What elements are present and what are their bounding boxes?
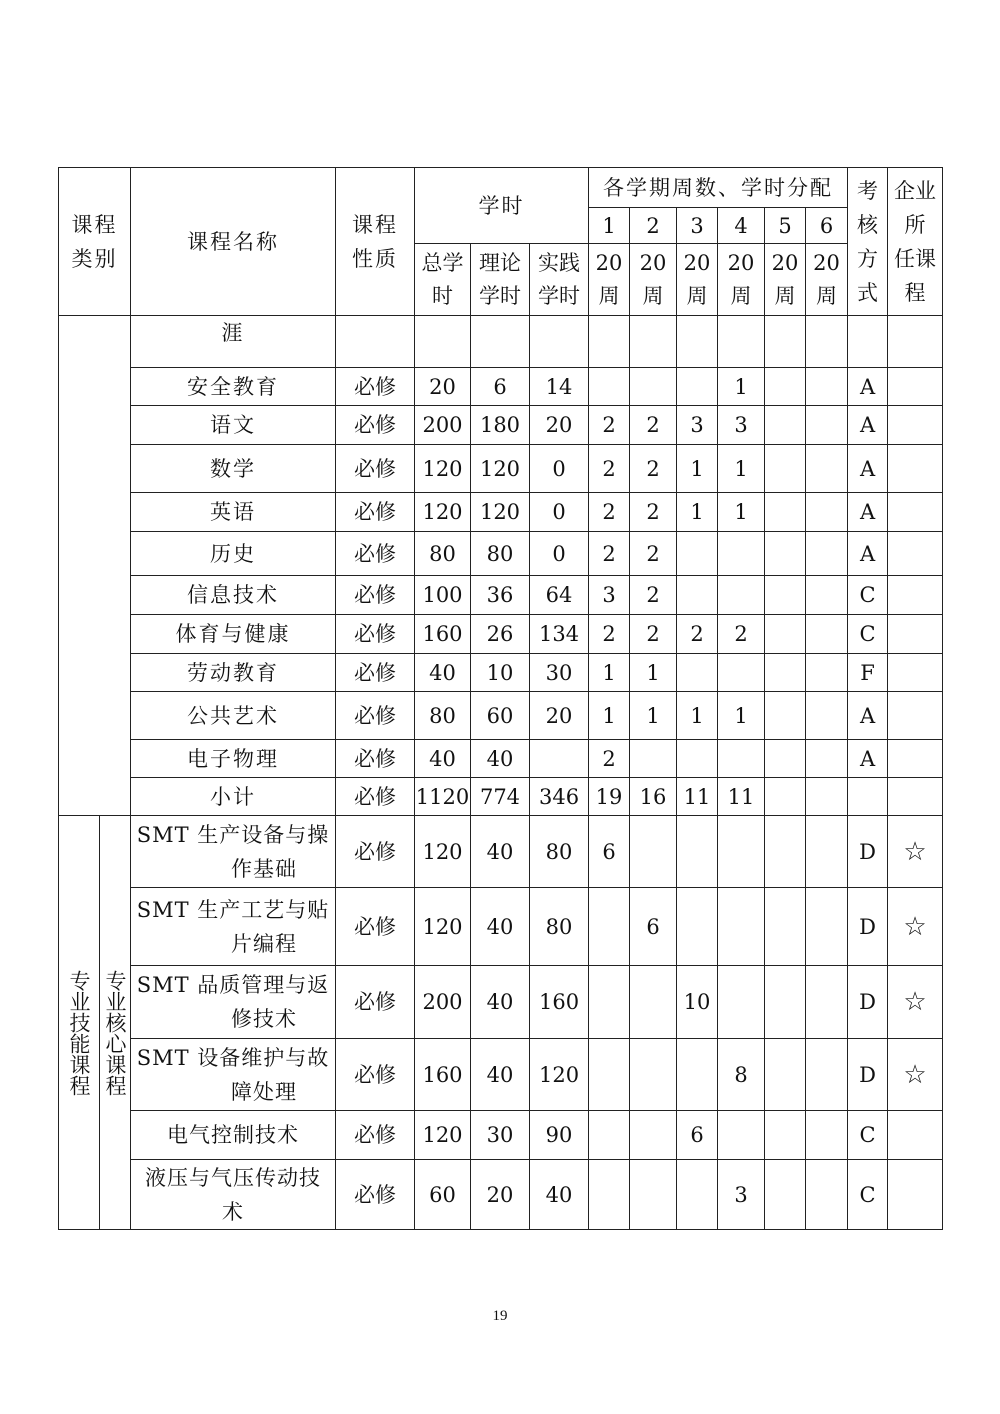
cell-ent (888, 615, 943, 654)
course-name-line: 液压与气压传动技 (145, 1165, 321, 1190)
cell-practice: 346 (530, 778, 589, 816)
cell-exam: A (848, 445, 888, 493)
cell-s5 (765, 1039, 806, 1111)
cell-theory: 40 (471, 888, 530, 966)
cell-s4: 2 (718, 615, 765, 654)
cell-theory (471, 316, 530, 368)
cell-s3 (677, 740, 718, 778)
cell-total: 80 (415, 692, 471, 740)
cell-s3: 3 (677, 406, 718, 445)
cell-ent (888, 316, 943, 368)
cell-nature: 必修 (336, 888, 415, 966)
course-name: 数学 (131, 445, 336, 493)
cell-nature: 必修 (336, 1039, 415, 1111)
cell-nature: 必修 (336, 692, 415, 740)
cell-ent (888, 778, 943, 816)
cell-s5 (765, 778, 806, 816)
cell-total: 60 (415, 1160, 471, 1230)
cell-s2: 1 (630, 692, 677, 740)
semester-number: 2 (630, 208, 677, 244)
cell-theory: 6 (471, 368, 530, 406)
table-row (59, 692, 943, 740)
course-name (131, 1111, 336, 1160)
cell-theory: 20 (471, 1160, 530, 1230)
cell-s5 (765, 654, 806, 692)
curriculum-table (58, 167, 943, 1230)
course-name-line: 作基础 (231, 856, 297, 881)
course-name-line: 片编程 (231, 931, 297, 956)
page-number: 19 (492, 1308, 508, 1324)
cell-total: 120 (415, 445, 471, 493)
course-name: 语文 (131, 406, 336, 445)
table-row (59, 532, 943, 576)
course-name-line: 修技术 (231, 1007, 297, 1031)
table-row (59, 966, 943, 1039)
cell-nature: 必修 (336, 966, 415, 1039)
cell-exam: A (848, 368, 888, 406)
cell-total: 160 (415, 1039, 471, 1111)
cell-s5 (765, 445, 806, 493)
cell-s5 (765, 316, 806, 368)
cell-practice: 40 (530, 1160, 589, 1230)
cell-s5 (765, 692, 806, 740)
cell-exam: C (848, 615, 888, 654)
semester-weeks: 20 周 (806, 244, 848, 316)
cell-exam: D (848, 1039, 888, 1111)
cell-total: 80 (415, 532, 471, 576)
header-hours: 学时 (415, 168, 589, 244)
cell-nature: 必修 (336, 406, 415, 445)
course-name-line: SMT 生产设备与操 (136, 822, 330, 847)
cell-nature: 必修 (336, 576, 415, 615)
cell-total: 120 (415, 1111, 471, 1160)
cell-practice: 20 (530, 406, 589, 445)
cell-s1: 2 (589, 406, 630, 445)
cell-s2: 1 (630, 654, 677, 692)
cell-s1: 19 (589, 778, 630, 816)
cell-practice: 14 (530, 368, 589, 406)
course-name: 信息技术 (131, 576, 336, 615)
cell-s3: 1 (677, 493, 718, 532)
table-row (59, 368, 943, 406)
cell-nature: 必修 (336, 778, 415, 816)
cell-practice: 0 (530, 532, 589, 576)
cell-s6 (806, 740, 848, 778)
cell-practice: 20 (530, 692, 589, 740)
course-name: 历史 (131, 532, 336, 576)
cell-nature: 必修 (336, 740, 415, 778)
cell-s2 (630, 740, 677, 778)
cell-s4 (718, 316, 765, 368)
cell-s3: 1 (677, 445, 718, 493)
cell-s6 (806, 778, 848, 816)
course-name: 体育与健康 (131, 615, 336, 654)
cell-s6 (806, 1039, 848, 1111)
cell-s1 (589, 1160, 630, 1230)
cell-theory: 30 (471, 1111, 530, 1160)
course-name (131, 888, 336, 966)
semester-weeks: 20 周 (589, 244, 630, 316)
cell-theory: 36 (471, 576, 530, 615)
cell-s4: 8 (718, 1039, 765, 1111)
semester-number: 1 (589, 208, 630, 244)
category-cell-public (59, 316, 131, 816)
cell-s5 (765, 1160, 806, 1230)
cell-s4: 1 (718, 445, 765, 493)
cell-total: 120 (415, 888, 471, 966)
cell-s4: 1 (718, 692, 765, 740)
course-name-line: 术 (222, 1199, 244, 1224)
cell-theory: 774 (471, 778, 530, 816)
table-row (59, 445, 943, 493)
cell-s1 (589, 966, 630, 1039)
semester-number: 3 (677, 208, 718, 244)
cell-s1: 1 (589, 692, 630, 740)
cell-s3: 11 (677, 778, 718, 816)
cell-total: 120 (415, 493, 471, 532)
header-semester-alloc: 各学期周数、学时分配 (589, 168, 848, 208)
cell-s4: 1 (718, 493, 765, 532)
cell-theory: 80 (471, 532, 530, 576)
cell-s6 (806, 966, 848, 1039)
cell-theory: 60 (471, 692, 530, 740)
cell-s3: 10 (677, 966, 718, 1039)
cell-practice: 30 (530, 654, 589, 692)
cell-s5 (765, 615, 806, 654)
cell-theory: 120 (471, 493, 530, 532)
cell-s6 (806, 654, 848, 692)
semester-number: 6 (806, 208, 848, 244)
cell-exam: A (848, 692, 888, 740)
cell-theory: 40 (471, 816, 530, 888)
cell-nature: 必修 (336, 1160, 415, 1230)
header-category: 课程 类别 (59, 168, 131, 316)
cell-s6 (806, 532, 848, 576)
cell-s2: 2 (630, 406, 677, 445)
table-body (59, 168, 943, 1230)
cell-s6 (806, 816, 848, 888)
cell-s5 (765, 888, 806, 966)
cell-total: 40 (415, 654, 471, 692)
cell-exam: C (848, 576, 888, 615)
cell-exam: A (848, 532, 888, 576)
cell-ent (888, 740, 943, 778)
semester-weeks: 20 周 (677, 244, 718, 316)
cell-practice: 0 (530, 493, 589, 532)
cell-practice: 90 (530, 1111, 589, 1160)
cell-s5 (765, 1111, 806, 1160)
cell-s2: 2 (630, 445, 677, 493)
cell-s1 (589, 1039, 630, 1111)
cell-theory: 40 (471, 740, 530, 778)
cell-exam: C (848, 1160, 888, 1230)
cell-ent (888, 576, 943, 615)
cell-s6 (806, 493, 848, 532)
cell-practice (530, 316, 589, 368)
cell-s2: 2 (630, 576, 677, 615)
subcategory-label: 专业核心课程 (103, 969, 127, 1096)
table-row (59, 1160, 943, 1230)
cell-s5 (765, 493, 806, 532)
cell-s1 (589, 888, 630, 966)
cell-s4 (718, 576, 765, 615)
cell-s2: 2 (630, 615, 677, 654)
cell-s1 (589, 316, 630, 368)
cell-s1: 2 (589, 532, 630, 576)
cell-s4 (718, 654, 765, 692)
cell-s3 (677, 654, 718, 692)
cell-s2 (630, 966, 677, 1039)
cell-s2 (630, 816, 677, 888)
cell-exam: F (848, 654, 888, 692)
cell-ent: ☆ (888, 816, 943, 888)
cell-total: 100 (415, 576, 471, 615)
cell-s4 (718, 532, 765, 576)
cell-practice: 64 (530, 576, 589, 615)
cell-exam: C (848, 1111, 888, 1160)
cell-s2: 16 (630, 778, 677, 816)
table-row (59, 888, 943, 966)
cell-theory: 40 (471, 966, 530, 1039)
header-enterprise: 企业 所 任课 程 (888, 168, 943, 316)
cell-practice: 160 (530, 966, 589, 1039)
course-name-line: 电气控制技术 (167, 1123, 299, 1147)
table-row (59, 740, 943, 778)
cell-exam (848, 316, 888, 368)
cell-s4: 11 (718, 778, 765, 816)
cell-nature: 必修 (336, 368, 415, 406)
cell-s1: 2 (589, 615, 630, 654)
cell-s6 (806, 615, 848, 654)
cell-practice: 134 (530, 615, 589, 654)
cell-exam: D (848, 966, 888, 1039)
header-theory-hours: 理论 学时 (471, 244, 530, 316)
header-practice-hours: 实践 学时 (530, 244, 589, 316)
course-name (131, 966, 336, 1039)
cell-exam: D (848, 816, 888, 888)
cell-s3: 6 (677, 1111, 718, 1160)
cell-s4 (718, 888, 765, 966)
table-row (59, 816, 943, 888)
semester-weeks: 20 周 (765, 244, 806, 316)
cell-s4: 3 (718, 1160, 765, 1230)
cell-nature: 必修 (336, 532, 415, 576)
cell-ent (888, 692, 943, 740)
cell-exam (848, 778, 888, 816)
table-row (59, 615, 943, 654)
cell-s6 (806, 368, 848, 406)
cell-ent (888, 1160, 943, 1230)
cell-nature: 必修 (336, 493, 415, 532)
cell-exam: A (848, 406, 888, 445)
cell-ent (888, 532, 943, 576)
cell-total: 20 (415, 368, 471, 406)
header-nature: 课程 性质 (336, 168, 415, 316)
table-row (59, 316, 943, 368)
cell-ent (888, 445, 943, 493)
cell-ent (888, 654, 943, 692)
course-name: 公共艺术 (131, 692, 336, 740)
semester-weeks: 20 周 (630, 244, 677, 316)
course-name-line: 障处理 (231, 1079, 297, 1104)
cell-s3: 1 (677, 692, 718, 740)
category-cell-professional (59, 816, 100, 1230)
table-row (59, 1111, 943, 1160)
cell-s1 (589, 1111, 630, 1160)
cell-s4: 1 (718, 368, 765, 406)
table-row (59, 778, 943, 816)
cell-s1: 1 (589, 654, 630, 692)
cell-s5 (765, 406, 806, 445)
cell-total: 200 (415, 966, 471, 1039)
cell-s3 (677, 532, 718, 576)
cell-theory: 40 (471, 1039, 530, 1111)
cell-practice: 0 (530, 445, 589, 493)
cell-nature: 必修 (336, 816, 415, 888)
table-row (59, 576, 943, 615)
cell-s6 (806, 406, 848, 445)
cell-s4: 3 (718, 406, 765, 445)
cell-s6 (806, 316, 848, 368)
cell-s2: 2 (630, 532, 677, 576)
cell-exam: A (848, 740, 888, 778)
cell-s6 (806, 888, 848, 966)
cell-s2 (630, 1039, 677, 1111)
cell-s5 (765, 740, 806, 778)
cell-s3: 2 (677, 615, 718, 654)
cell-s3 (677, 1160, 718, 1230)
category-label: 专业技能课程 (67, 969, 91, 1096)
cell-s1: 2 (589, 493, 630, 532)
cell-theory: 26 (471, 615, 530, 654)
cell-s1 (589, 368, 630, 406)
cell-nature: 必修 (336, 445, 415, 493)
header-course-name: 课程名称 (131, 168, 336, 316)
header-total-hours: 总学 时 (415, 244, 471, 316)
course-name: 英语 (131, 493, 336, 532)
cell-total: 160 (415, 615, 471, 654)
cell-s3 (677, 576, 718, 615)
cell-s5 (765, 966, 806, 1039)
table-row (59, 1039, 943, 1111)
cell-theory: 10 (471, 654, 530, 692)
course-name-line: SMT 生产工艺与贴 (136, 897, 330, 922)
cell-s3 (677, 816, 718, 888)
cell-nature: 必修 (336, 1111, 415, 1160)
cell-ent: ☆ (888, 1039, 943, 1111)
cell-nature (336, 316, 415, 368)
header-assessment: 考 核 方 式 (848, 168, 888, 316)
course-name (131, 1160, 336, 1230)
cell-s2: 6 (630, 888, 677, 966)
cell-total (415, 316, 471, 368)
cell-ent (888, 1111, 943, 1160)
cell-exam: A (848, 493, 888, 532)
cell-s6 (806, 692, 848, 740)
course-name (131, 816, 336, 888)
course-name: 安全教育 (131, 368, 336, 406)
cell-s3 (677, 368, 718, 406)
subcategory-cell (100, 816, 131, 1230)
cell-s4 (718, 966, 765, 1039)
semester-weeks: 20 周 (718, 244, 765, 316)
cell-s3 (677, 888, 718, 966)
cell-s4 (718, 1111, 765, 1160)
cell-theory: 120 (471, 445, 530, 493)
cell-s5 (765, 532, 806, 576)
cell-s4 (718, 740, 765, 778)
cell-ent: ☆ (888, 966, 943, 1039)
course-name: 涯 (131, 316, 336, 368)
cell-s1: 3 (589, 576, 630, 615)
cell-nature: 必修 (336, 654, 415, 692)
cell-ent (888, 493, 943, 532)
cell-exam: D (848, 888, 888, 966)
cell-total: 1120 (415, 778, 471, 816)
cell-s5 (765, 368, 806, 406)
cell-total: 120 (415, 816, 471, 888)
cell-s6 (806, 445, 848, 493)
cell-theory: 180 (471, 406, 530, 445)
cell-s6 (806, 576, 848, 615)
cell-practice (530, 740, 589, 778)
cell-s1: 6 (589, 816, 630, 888)
cell-s2 (630, 368, 677, 406)
course-name-line: SMT 设备维护与故 (136, 1045, 330, 1070)
cell-s2: 2 (630, 493, 677, 532)
course-name: 劳动教育 (131, 654, 336, 692)
header-row-1 (59, 168, 943, 208)
course-name (131, 1039, 336, 1111)
cell-nature: 必修 (336, 615, 415, 654)
cell-s5 (765, 576, 806, 615)
cell-s2 (630, 1111, 677, 1160)
cell-s3 (677, 1039, 718, 1111)
cell-total: 40 (415, 740, 471, 778)
course-name: 小计 (131, 778, 336, 816)
cell-practice: 80 (530, 816, 589, 888)
course-name-line: SMT 品质管理与返 (136, 973, 330, 997)
cell-ent: ☆ (888, 888, 943, 966)
cell-s6 (806, 1111, 848, 1160)
cell-ent (888, 406, 943, 445)
semester-number: 4 (718, 208, 765, 244)
cell-s4 (718, 816, 765, 888)
table-row (59, 493, 943, 532)
cell-ent (888, 368, 943, 406)
cell-s5 (765, 816, 806, 888)
cell-practice: 120 (530, 1039, 589, 1111)
table-row (59, 654, 943, 692)
cell-practice: 80 (530, 888, 589, 966)
cell-total: 200 (415, 406, 471, 445)
cell-s1: 2 (589, 445, 630, 493)
cell-s2 (630, 1160, 677, 1230)
cell-s1: 2 (589, 740, 630, 778)
cell-s3 (677, 316, 718, 368)
semester-number: 5 (765, 208, 806, 244)
course-name: 电子物理 (131, 740, 336, 778)
cell-s2 (630, 316, 677, 368)
cell-s6 (806, 1160, 848, 1230)
table-row (59, 406, 943, 445)
